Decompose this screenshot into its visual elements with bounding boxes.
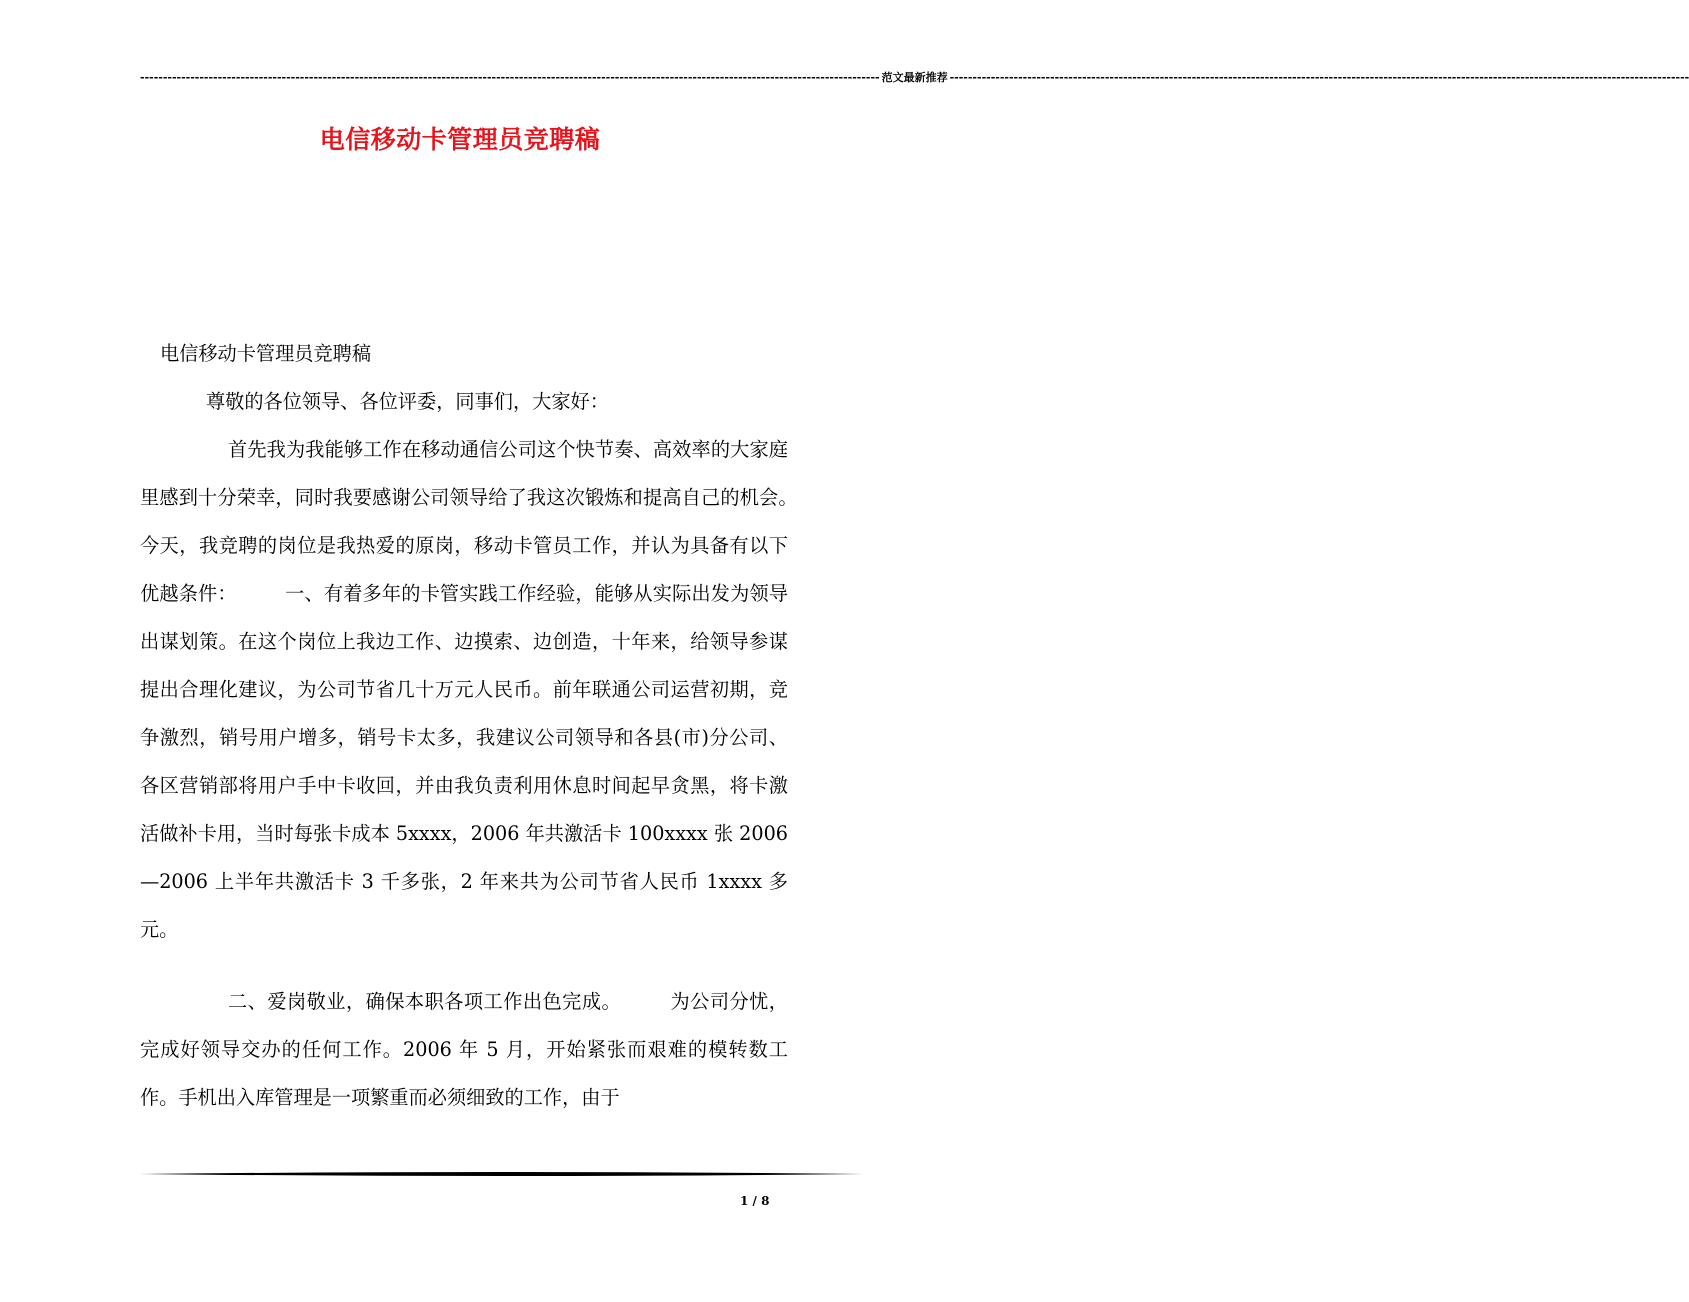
footer-divider [140, 1170, 864, 1178]
header-dashes-right: ------------------------------------------------------------------------------------------------------------------------------------------------------------------ [949, 71, 1689, 84]
paragraph-2: 二、爱岗敬业，确保本职各项工作出色完成。 为公司分忧，完成好领导交办的任何工作。2006 年 5 月，开始紧张而艰难的模转数工作。手机出入库管理是一项繁重而必须细致的工作，由于 [140, 990, 788, 1109]
document-body [140, 330, 846, 1122]
paragraph-1: 首先我为我能够工作在移动通信公司这个快节奏、高效率的大家庭里感到十分荣幸，同时我要感谢公司领导给了我这次锻炼和提高自己的机会。 今天，我竞聘的岗位是我热爱的原岗，移动卡管员工作，并认为具备有以下优越条件： 一、有着多年的卡管实践工作经验，能够从实际出发为领导出谋划策。在这个岗位上我边工作、边摸索、边创造，十年来，给领导参谋提出合理化建议，为公司节省几十万元人民币。前年联通公司运营初期，竞争激烈，销号用户增多，销号卡太多，我建议公司领导和各县(市)分公司、各区营销部将用户手中卡收回，并由我负责利用休息时间起早贪黑，将卡激活做补卡用，当时每张卡成本 5xxxx，2006 年共激活卡 100xxxx 张 2006—2006 上半年共激活卡 3 千多张，2 年来共为公司节省人民币 1xxxx 多元。 [140, 438, 846, 941]
header-dashes-left: ------------------------------------------------------------------------------------------------------------------------------------------------------------------ [140, 71, 880, 84]
greeting: 尊敬的各位领导、各位评委，同事们，大家好： [206, 390, 609, 413]
header-rule [140, 70, 1689, 86]
header-label: 范文最新推荐 [881, 71, 948, 84]
document-title: 电信移动卡管理员竞聘稿 [319, 125, 601, 154]
document-subtitle: 电信移动卡管理员竞聘稿 [160, 342, 372, 365]
page-number: 1 / 8 [740, 1194, 770, 1208]
